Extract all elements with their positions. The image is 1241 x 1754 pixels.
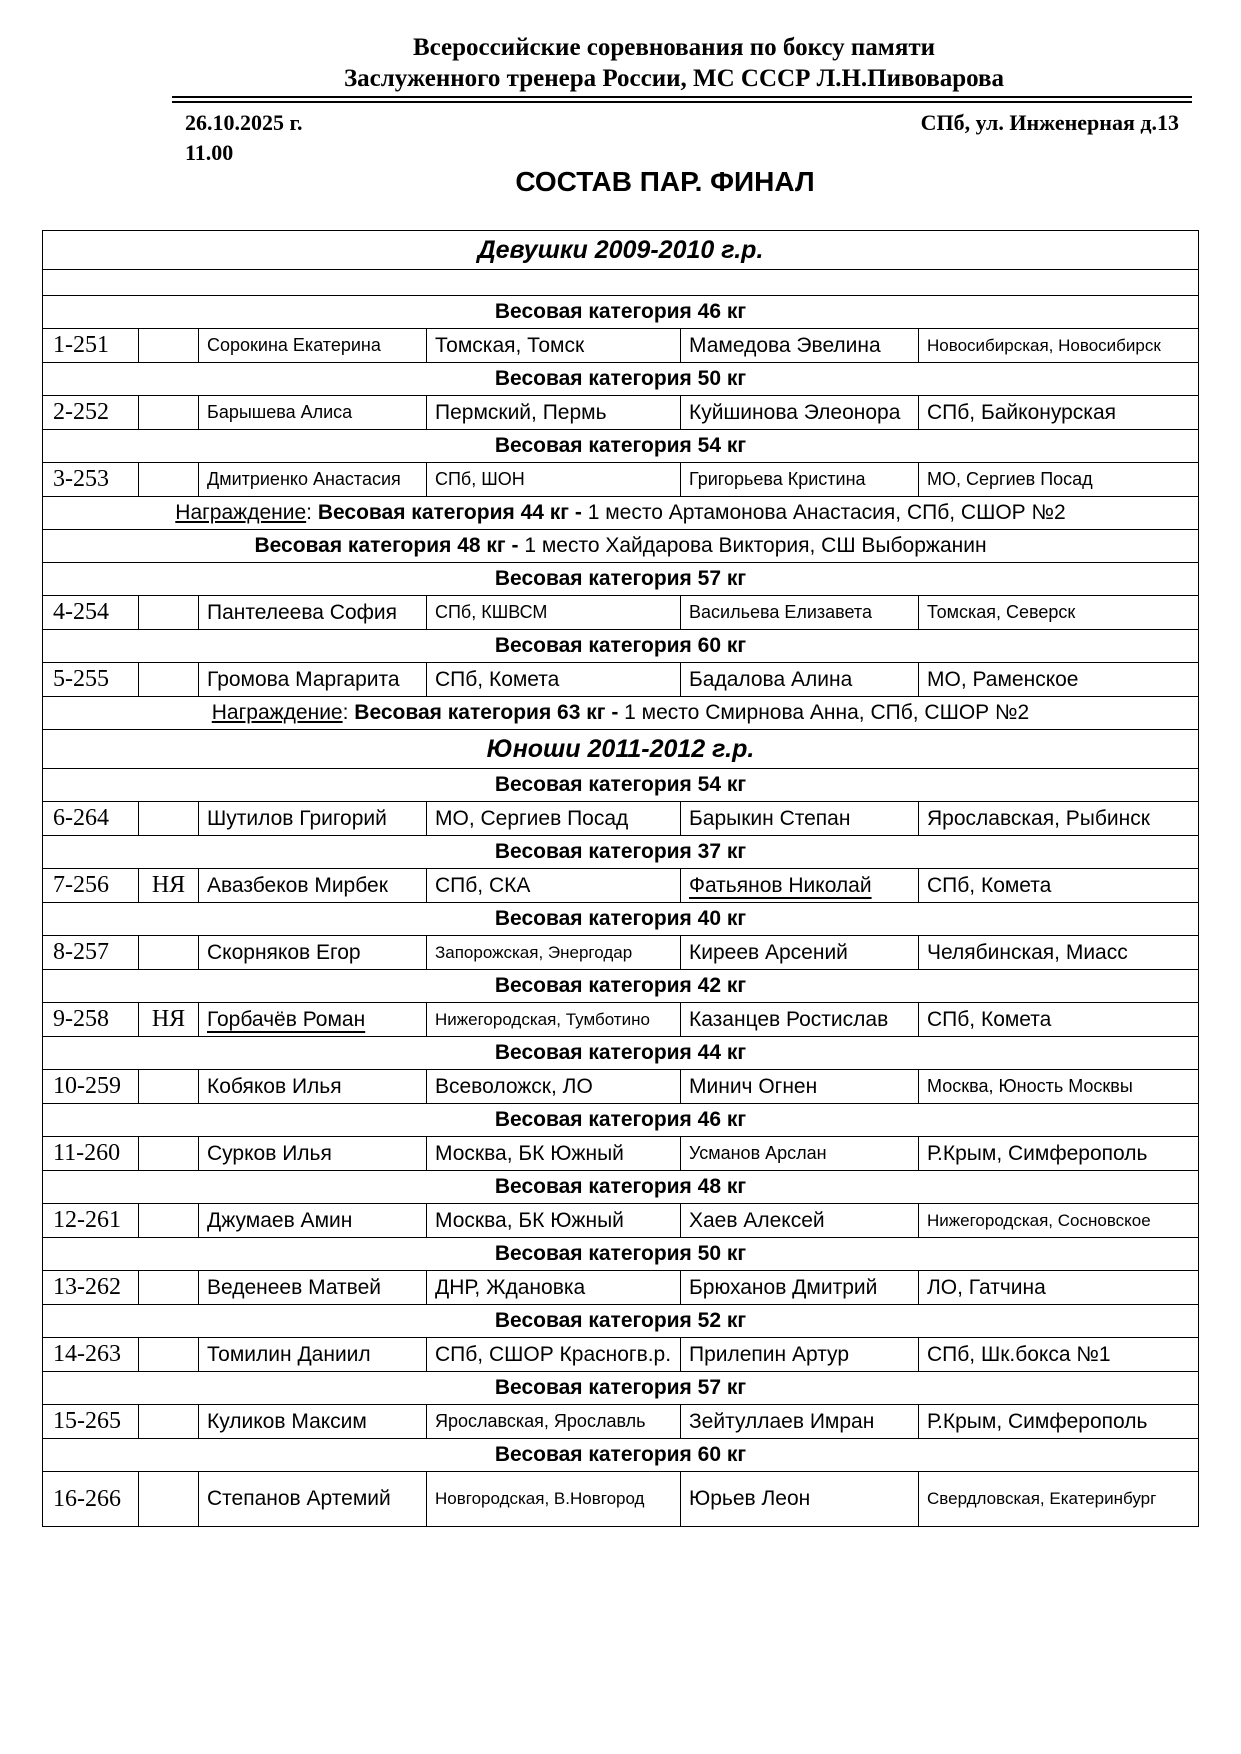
award-text: 1 место Артамонова Анастасия, СПб, СШОР №2 (581, 501, 1066, 524)
weight-label: Весовая категория 50 кг (43, 363, 1199, 396)
red-corner-club: СПб, Комета (427, 663, 681, 697)
weight-label: Весовая категория 44 кг (43, 1037, 1199, 1070)
blue-corner-name-text: Фатьянов Николай (689, 873, 872, 897)
award-text: 1 место Хайдарова Виктория, СШ Выборжанин (518, 534, 987, 557)
bout-number: 13-262 (43, 1271, 139, 1305)
red-corner-name: Веденеев Матвей (199, 1271, 427, 1305)
event-time: 11.00 (185, 140, 234, 165)
weight-row (43, 1372, 1199, 1405)
blue-corner-club: Нижегородская, Сосновское (919, 1204, 1199, 1238)
red-corner-club: Запорожская, Энергодар (427, 936, 681, 970)
bout-mark (139, 663, 199, 697)
award-row: Награждение: Весовая категория 63 кг - 1 место Смирнова Анна, СПб, СШОР №2 (43, 697, 1199, 730)
blue-corner-club: СПб, Шк.бокса №1 (919, 1338, 1199, 1372)
blue-corner-name: Хаев Алексей (681, 1204, 919, 1238)
table-row (43, 1405, 1199, 1439)
red-corner-club: Пермский, Пермь (427, 396, 681, 430)
event-date: 26.10.2025 г. (185, 110, 303, 135)
red-corner-name: Пантелеева София (199, 596, 427, 630)
table-row (43, 329, 1199, 363)
blue-corner-name: Юрьев Леон (681, 1472, 919, 1527)
blue-corner-club: Томская, Северск (919, 596, 1199, 630)
bout-number: 1-251 (43, 329, 139, 363)
event-title-line2: Заслуженного тренера России, МС СССР Л.Н.Пивоварова (343, 65, 1005, 92)
award-label: Награждение (211, 701, 343, 724)
award-label: Награждение (175, 501, 307, 524)
event-datetime (185, 108, 303, 168)
bouts-table (42, 230, 1199, 1527)
table-row (43, 1204, 1199, 1238)
red-corner-club: Новгородская, В.Новгород (427, 1472, 681, 1527)
red-corner-club: Всеволожск, ЛО (427, 1070, 681, 1104)
bout-mark (139, 1405, 199, 1439)
weight-row (43, 1238, 1199, 1271)
blue-corner-name: Зейтуллаев Имран (681, 1405, 919, 1439)
blue-corner-name: Брюханов Дмитрий (681, 1271, 919, 1305)
weight-row (43, 430, 1199, 463)
blue-corner-club: Москва, Юность Москвы (919, 1070, 1199, 1104)
weight-label: Весовая категория 37 кг (43, 836, 1199, 869)
weight-row (43, 363, 1199, 396)
red-corner-club: Москва, БК Южный (427, 1204, 681, 1238)
red-corner-club: Москва, БК Южный (427, 1137, 681, 1171)
bout-number: 7-256 (43, 869, 139, 903)
group-header-boys (43, 730, 1199, 769)
red-corner-name: Томилин Даниил (199, 1338, 427, 1372)
bout-mark (139, 1204, 199, 1238)
award-text: 1 место Смирнова Анна, СПб, СШОР №2 (618, 701, 1030, 724)
blue-corner-club: Свердловская, Екатеринбург (919, 1472, 1199, 1527)
red-corner-name: Кобяков Илья (199, 1070, 427, 1104)
weight-row (43, 1037, 1199, 1070)
red-corner-club: СПб, ШОН (427, 463, 681, 497)
blue-corner-name: Григорьева Кристина (681, 463, 919, 497)
blue-corner-name: Киреев Арсений (681, 936, 919, 970)
weight-label: Весовая категория 54 кг (43, 430, 1199, 463)
blue-corner-club: СПб, Комета (919, 869, 1199, 903)
table-row (43, 1271, 1199, 1305)
blue-corner-club: Челябинская, Миасс (919, 936, 1199, 970)
weight-label: Весовая категория 48 кг (43, 1171, 1199, 1204)
red-corner-club: СПб, КШВСМ (427, 596, 681, 630)
header-rule-bottom (172, 101, 1192, 103)
bout-mark (139, 596, 199, 630)
red-corner-club: ДНР, Ждановка (427, 1271, 681, 1305)
red-corner-name: Дмитриенко Анастасия (199, 463, 427, 497)
red-corner-club: СПб, СКА (427, 869, 681, 903)
weight-row (43, 1439, 1199, 1472)
bout-number: 5-255 (43, 663, 139, 697)
bout-mark (139, 1338, 199, 1372)
table-row (43, 869, 1199, 903)
blue-corner-name: Прилепин Артур (681, 1338, 919, 1372)
weight-row (43, 1305, 1199, 1338)
bout-number: 16-266 (43, 1472, 139, 1527)
bout-number: 9-258 (43, 1003, 139, 1037)
red-corner-name (199, 1003, 427, 1037)
weight-label: Весовая категория 52 кг (43, 1305, 1199, 1338)
weight-row (43, 769, 1199, 802)
bout-mark (139, 1137, 199, 1171)
blue-corner-club: СПб, Байконурская (919, 396, 1199, 430)
table-row (43, 1070, 1199, 1104)
blue-corner-name: Мамедова Эвелина (681, 329, 919, 363)
weight-row (43, 1171, 1199, 1204)
red-corner-name: Барышева Алиса (199, 396, 427, 430)
header-rule-top (172, 96, 1192, 98)
table-row (43, 1003, 1199, 1037)
award-weight: Весовая категория 48 кг - (254, 534, 519, 557)
red-corner-name: Степанов Артемий (199, 1472, 427, 1527)
table-row (43, 596, 1199, 630)
table-row (43, 663, 1199, 697)
weight-label: Весовая категория 42 кг (43, 970, 1199, 1003)
empty-row (43, 270, 1199, 296)
group-header-girls (43, 231, 1199, 270)
weight-row (43, 563, 1199, 596)
event-title-line1: Всероссийские соревнования по боксу памяти (412, 34, 936, 61)
red-corner-name: Джумаев Амин (199, 1204, 427, 1238)
bout-number: 15-265 (43, 1405, 139, 1439)
bout-number: 10-259 (43, 1070, 139, 1104)
bout-mark (139, 936, 199, 970)
red-corner-club: Томская, Томск (427, 329, 681, 363)
bout-number: 6-264 (43, 802, 139, 836)
award-weight: Весовая категория 63 кг - (354, 701, 619, 724)
bout-number: 14-263 (43, 1338, 139, 1372)
weight-row (43, 630, 1199, 663)
red-corner-club: Нижегородская, Тумботино (427, 1003, 681, 1037)
bout-number: 2-252 (43, 396, 139, 430)
blue-corner-name: Куйшинова Элеонора (681, 396, 919, 430)
table-row (43, 936, 1199, 970)
blue-corner-name: Усманов Арслан (681, 1137, 919, 1171)
blue-corner-name: Васильева Елизавета (681, 596, 919, 630)
blue-corner-club: МО, Сергиев Посад (919, 463, 1199, 497)
weight-label: Весовая категория 40 кг (43, 903, 1199, 936)
weight-label: Весовая категория 46 кг (43, 1104, 1199, 1137)
red-corner-name-text: Горбачёв Роман (207, 1007, 366, 1031)
weight-label: Весовая категория 57 кг (43, 563, 1199, 596)
table-row (43, 396, 1199, 430)
table-row (43, 1472, 1199, 1527)
bout-number: 4-254 (43, 596, 139, 630)
weight-row (43, 1104, 1199, 1137)
group-label: Девушки 2009-2010 г.р. (43, 231, 1199, 270)
red-corner-club: СПб, СШОР Красногв.р. (427, 1338, 681, 1372)
bout-number: 8-257 (43, 936, 139, 970)
bout-mark: НЯ (139, 869, 199, 903)
bout-mark (139, 1070, 199, 1104)
bout-mark (139, 329, 199, 363)
page-title: СОСТАВ ПАР. ФИНАЛ (515, 166, 815, 197)
bout-number: 12-261 (43, 1204, 139, 1238)
weight-label: Весовая категория 60 кг (43, 630, 1199, 663)
blue-corner-club: ЛО, Гатчина (919, 1271, 1199, 1305)
award-row (43, 530, 1199, 563)
weight-label: Весовая категория 54 кг (43, 769, 1199, 802)
bout-mark (139, 1271, 199, 1305)
blue-corner-club: Р.Крым, Симферополь (919, 1137, 1199, 1171)
red-corner-name: Шутилов Григорий (199, 802, 427, 836)
red-corner-club: Ярославская, Ярославль (427, 1405, 681, 1439)
bout-number: 3-253 (43, 463, 139, 497)
award-row: Награждение: Весовая категория 44 кг - 1 место Артамонова Анастасия, СПб, СШОР №2 (43, 497, 1199, 530)
group-label: Юноши 2011-2012 г.р. (43, 730, 1199, 769)
weight-row (43, 970, 1199, 1003)
blue-corner-club: Новосибирская, Новосибирск (919, 329, 1199, 363)
weight-row (43, 836, 1199, 869)
weight-label: Весовая категория 50 кг (43, 1238, 1199, 1271)
blue-corner-name: Казанцев Ростислав (681, 1003, 919, 1037)
red-corner-club: МО, Сергиев Посад (427, 802, 681, 836)
red-corner-name: Куликов Максим (199, 1405, 427, 1439)
award-weight: Весовая категория 44 кг - (317, 501, 582, 524)
weight-label: Весовая категория 60 кг (43, 1439, 1199, 1472)
table-row (43, 1137, 1199, 1171)
bout-mark (139, 396, 199, 430)
red-corner-name: Сурков Илья (199, 1137, 427, 1171)
table-row (43, 1338, 1199, 1372)
bout-mark (139, 463, 199, 497)
red-corner-name: Авазбеков Мирбек (199, 869, 427, 903)
bout-mark (139, 1472, 199, 1527)
weight-row (43, 903, 1199, 936)
blue-corner-name: Бадалова Алина (681, 663, 919, 697)
weight-label: Весовая категория 57 кг (43, 1372, 1199, 1405)
bout-mark (139, 802, 199, 836)
red-corner-name: Громова Маргарита (199, 663, 427, 697)
red-corner-name: Сорокина Екатерина (199, 329, 427, 363)
table-row (43, 463, 1199, 497)
blue-corner-club: СПб, Комета (919, 1003, 1199, 1037)
blue-corner-club: Ярославская, Рыбинск (919, 802, 1199, 836)
blue-corner-name: Минич Огнен (681, 1070, 919, 1104)
bout-mark: НЯ (139, 1003, 199, 1037)
red-corner-name: Скорняков Егор (199, 936, 427, 970)
blue-corner-club: Р.Крым, Симферополь (919, 1405, 1199, 1439)
blue-corner-name: Барыкин Степан (681, 802, 919, 836)
blue-corner-club: МО, Раменское (919, 663, 1199, 697)
weight-row (43, 296, 1199, 329)
blue-corner-name (681, 869, 919, 903)
bout-number: 11-260 (43, 1137, 139, 1171)
weight-label: Весовая категория 46 кг (43, 296, 1199, 329)
event-title (160, 32, 1188, 94)
table-row (43, 802, 1199, 836)
event-address: СПб, ул. Инженерная д.13 (920, 110, 1179, 135)
